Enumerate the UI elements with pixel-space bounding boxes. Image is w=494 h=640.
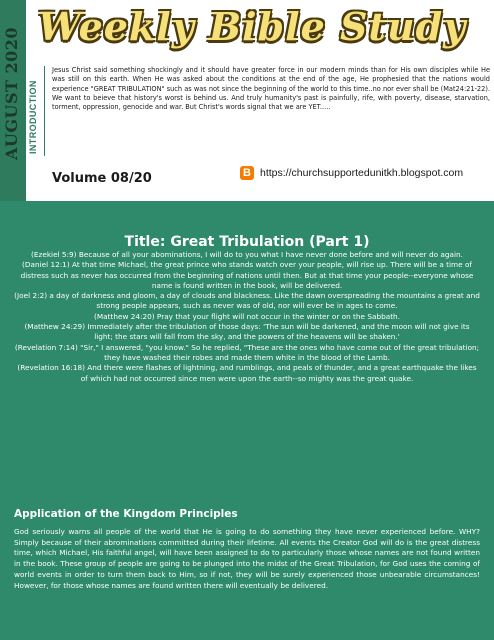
blogger-icon: B (240, 166, 254, 180)
volume-label: Volume 08/20 (52, 171, 152, 186)
application-text: God seriously warns all people of the world that He is going to do something they have never experienced before. WHY? Simply because of their abrominations committed during their lifetime. All events the Creator God will do is the great distress time, which Michael, His faithful angel, will have been assigned to do to particularly those whose names are not found written in the book. These group of people are going to be plunged into the midst of the Great Tribulation, for God uses the coming of world events in order to turn them back to Him, so if not, they will be surely experienced those unbearable circumstances! However, for those whose names are found written there will eventually be delivered. (14, 527, 480, 590)
scripture-list (14, 250, 480, 384)
section-title: Title: Great Tribulation (Part 1) (124, 234, 370, 250)
issue-month (2, 136, 21, 160)
introduction-block (26, 64, 494, 159)
scripture-verse: (Ezekiel 5:9) Because of all your abominations, I will do to you what I have never done before and will never do again. (31, 250, 463, 259)
introduction-divider (44, 66, 45, 156)
introduction-text: Jesus Christ said something shockingly and it should have greater force in our modern minds than for His own disciples while He was still on this earth. When He was asked about the conditions at the end of the age, He prophesied that the nations would experience "GREAT TRIBULATION" such as was not since the beginning of the world to this time..no nor ever shall be (Mat24:21-22). We want to beieve that history's worst is behind us. And truly humanity's past is painfully, rife, with poverty, disease, starvation, torment, oppression, genocide and war. But Christ's words signal that we are YET..... (52, 66, 490, 112)
blog-url[interactable]: https://churchsupportedunitkh.blogspot.com (260, 167, 464, 179)
blog-link[interactable] (240, 160, 490, 186)
scripture-verse: (Revelation 7:14) "Sir," I answered, "you know." So he replied, "These are the ones who have come out of the great tribulation; they have washed their robes and made them white in the blood of the Lamb. (14, 342, 480, 362)
newsletter-title: Weekly Bible Study (38, 4, 467, 49)
scripture-verse: (Joel 2:2) a day of darkness and gloom, a day of clouds and blackness. Like the dawn overspreading the mountains a great and strong people appears, such as never was of old, nor will ever be in ages to come. (14, 291, 480, 311)
scripture-verse: (Daniel 12:1) At that time Michael, the great prince who stands watch over your people, will rise up. There will be a time of distress such as never has occurred from the beginning of nations until then. But at that time your people--everyone whose name is found written in the book, will be delivered. (20, 260, 474, 290)
scripture-verse: (Revelation 16:18) And there were flashes of lightning, and rumblings, and peals of thunder, and a great earthquake the likes of which had not occurred since men were upon the earth--so mighty was the great quake. (17, 363, 477, 383)
header (26, 0, 494, 201)
scripture-verse: (Matthew 24:29) Immediately after the tribulation of those days: 'The sun will be darkened, and the moon will not give its light; the stars will fall from the sky, and the powers of the heavens will be shaken.' (24, 322, 470, 342)
scripture-verse: (Matthew 24:20) Pray that your flight will not occur in the winter or on the Sabbath. (94, 311, 400, 321)
application-heading: Application of the Kingdom Principles (14, 508, 238, 520)
introduction-label: INTRODUCTION (28, 80, 38, 154)
